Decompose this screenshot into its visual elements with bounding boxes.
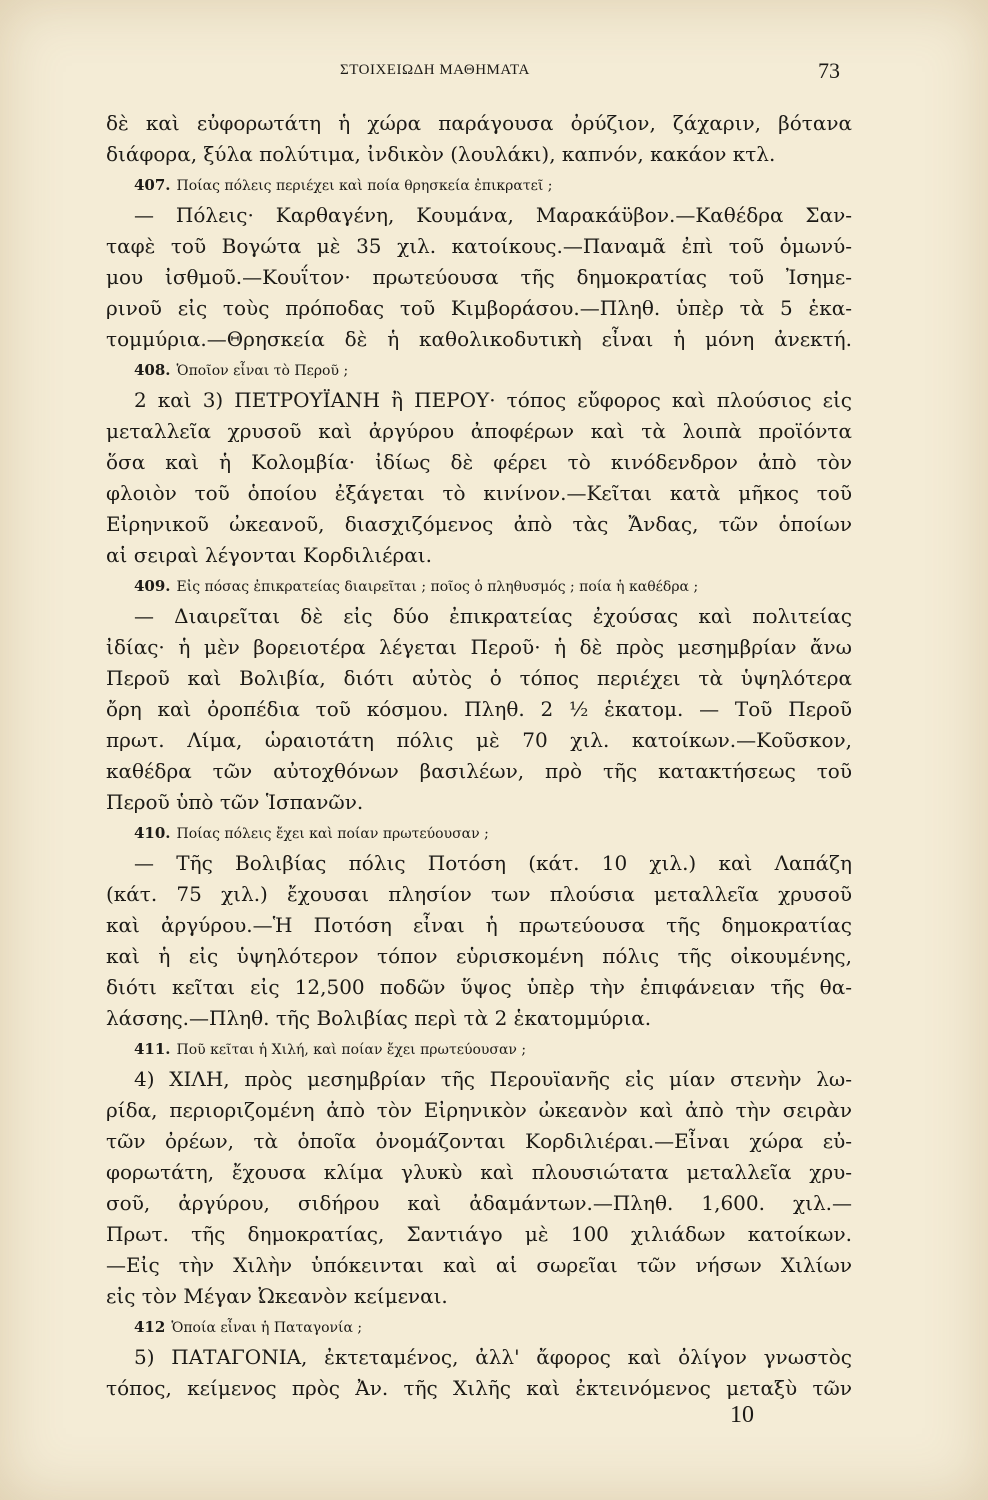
text-line: ὄρη καὶ ὀροπέδια τοῦ κόσμου. Πληθ. 2 ½ ἑκατομ. — Τοῦ Περοῦ [106, 697, 852, 721]
question-text: Ποίας πόλεις ἔχει καὶ ποίαν πρωτεύουσαν ; [176, 826, 489, 842]
text-line: (κάτ. 75 χιλ.) ἔχουσαι πλησίον των πλούσια μεταλλεῖα χρυσοῦ [106, 882, 852, 906]
text-line: εἰς τὸν Μέγαν Ὠκεανὸν κείμεναι. [106, 1284, 448, 1308]
text-line: Πρωτ. τῆς δημοκρατίας, Σαντιάγο μὲ 100 χιλιάδων κατοίκων. [106, 1222, 852, 1246]
text-line: καὶ ἀργύρου.—Ἡ Ποτόση εἶναι ἡ πρωτεύουσα τῆς δημοκρατίας [106, 913, 852, 937]
text-line: ὅσα καὶ ἡ Κολομβία· ἰδίως δὲ φέρει τὸ κινόδενδρον ἀπὸ τὸν [106, 450, 852, 474]
question-number: 408. [134, 361, 171, 379]
text-line: τῶν ὀρέων, τὰ ὁποῖα ὀνομάζονται Κορδιλιέραι.—Εἶναι χώρα εὐ- [106, 1129, 852, 1153]
question-text: Ὁποῖον εἶναι τὸ Περοῦ ; [176, 363, 349, 379]
text-line: λάσσης.—Πληθ. τῆς Βολιβίας περὶ τὰ 2 ἑκατομμύρια. [106, 1006, 652, 1030]
text-line: μεταλλεῖα χρυσοῦ καὶ ἀργύρου ἀποφέρων καὶ τὰ λοιπὰ προϊόντα [106, 419, 852, 443]
question-number: 412 [134, 1318, 166, 1336]
question-line [106, 355, 852, 385]
text-line: δὲ καὶ εὐφορωτάτη ἡ χώρα παράγουσα ὀρύζιον, ζάχαριν, βότανα [106, 111, 852, 135]
signature-mark: 10 [730, 1402, 754, 1428]
text-line: αἱ σειραὶ λέγονται Κορδιλιέραι. [106, 543, 432, 567]
question-line [106, 170, 852, 200]
question-number: 409. [134, 577, 171, 595]
text-line: καὶ ἡ εἰς ὑψηλότερον τόπον εὑρισκομένη πόλις τῆς οἰκουμένης, [106, 944, 852, 968]
text-line: ρινοῦ εἰς τοὺς πρόποδας τοῦ Κιμβοράσου.—Πληθ. ὑπὲρ τὰ 5 ἑκα- [106, 296, 852, 320]
text-line: —Εἰς τὴν Χιλὴν ὑπόκεινται καὶ αἱ σωρεῖαι τῶν νήσων Χιλίων [106, 1253, 852, 1277]
question-text: Εἰς πόσας ἐπικρατείας διαιρεῖται ; ποῖος ὁ πληθυσμός ; ποία ἡ καθέδρα ; [176, 579, 699, 595]
text-line: φορωτάτη, ἔχουσα κλίμα γλυκὺ καὶ πλουσιώτατα μεταλλεῖα χρυ- [106, 1160, 852, 1184]
text-line: 4) ΧΙΛΗ, πρὸς μεσημβρίαν τῆς Περουϊανῆς εἰς μίαν στενὴν λω- [134, 1067, 852, 1091]
question-number: 407. [134, 176, 171, 194]
running-title: ΣΤΟΙΧΕΙΩΔΗ ΜΑΘΗΜΑΤΑ [340, 62, 530, 78]
text-line: ἰδίας· ἡ μὲν βορειοτέρα λέγεται Περοῦ· ἡ δὲ πρὸς μεσημβρίαν ἄνω [106, 635, 852, 659]
text-line: καθέδρα τῶν αὐτοχθόνων βασιλέων, πρὸ τῆς κατακτήσεως τοῦ [106, 759, 852, 783]
text-line: ρίδα, περιοριζομένη ἀπὸ τὸν Εἰρηνικὸν ὠκεανὸν καὶ ἀπὸ τὴν σειρὰν [106, 1098, 852, 1122]
paragraph [106, 108, 852, 170]
text-line: φλοιὸν τοῦ ὁποίου ἐξάγεται τὸ κινίνον.—Κεῖται κατὰ μῆκος τοῦ [106, 481, 852, 505]
text-line: 2 καὶ 3) ΠΕΤΡΟΥΪΑΝΗ ἢ ΠΕΡΟΥ· τόπος εὔφορος καὶ πλούσιος εἰς [134, 388, 852, 412]
text-line: τομμύρια.—Θρησκεία δὲ ἡ καθολικοδυτικὴ εἶναι ἡ μόνη ἀνεκτή. [106, 327, 852, 351]
question-number: 411. [134, 1040, 171, 1058]
text-line: Εἰρηνικοῦ ὠκεανοῦ, διασχιζόμενος ἀπὸ τὰς Ἄνδας, τῶν ὁποίων [106, 512, 852, 536]
text-line: 5) ΠΑΤΑΓΟΝΙΑ, ἐκτεταμένος, ἀλλ' ἄφορος καὶ ὀλίγον γνωστὸς [134, 1345, 852, 1369]
question-line [106, 1312, 852, 1342]
text-line: Περοῦ ὑπὸ τῶν Ἱσπανῶν. [106, 790, 364, 814]
text-line: διάφορα, ξύλα πολύτιμα, ἰνδικὸν (λουλάκι), καπνόν, κακάον κτλ. [106, 142, 776, 166]
text-line: — Πόλεις· Καρθαγένη, Κουμάνα, Μαρακάϋβον.—Καθέδρα Σαν- [134, 203, 852, 227]
text-line: — Τῆς Βολιβίας πόλις Ποτόση (κάτ. 10 χιλ.) καὶ Λαπάζη [134, 851, 852, 875]
question-text: Ὁποία εἶναι ἡ Παταγονία ; [171, 1320, 363, 1336]
paragraph [106, 200, 852, 355]
page-number: 73 [818, 58, 840, 83]
question-text: Ποίας πόλεις περιέχει καὶ ποία θρησκεία ἐπικρατεῖ ; [176, 178, 553, 194]
paragraph [106, 601, 852, 818]
text-line: ταφὲ τοῦ Βογώτα μὲ 35 χιλ. κατοίκους.—Παναμᾶ ἐπὶ τοῦ ὁμωνύ- [106, 234, 852, 258]
question-line [106, 571, 852, 601]
text-line: — Διαιρεῖται δὲ εἰς δύο ἐπικρατείας ἐχούσας καὶ πολιτείας [134, 604, 852, 628]
paragraph [106, 1064, 852, 1312]
paragraph [106, 385, 852, 571]
text-line: Περοῦ καὶ Βολιβία, διότι αὐτὸς ὁ τόπος περιέχει τὰ ὑψηλότερα [106, 666, 852, 690]
text-line: σοῦ, ἀργύρου, σιδήρου καὶ ἀδαμάντων.—Πληθ. 1,600. χιλ.— [106, 1191, 852, 1215]
text-line: μου ἰσθμοῦ.—Κουΐτον· πρωτεύουσα τῆς δημοκρατίας τοῦ Ἰσημε- [106, 265, 852, 289]
question-text: Ποῦ κεῖται ἡ Χιλή, καὶ ποίαν ἔχει πρωτεύουσαν ; [176, 1042, 527, 1058]
question-line [106, 818, 852, 848]
question-number: 410. [134, 824, 171, 842]
paragraph [106, 848, 852, 1034]
text-line: τόπος, κείμενος πρὸς Ἀν. τῆς Χιλῆς καὶ ἐκτεινόμενος μεταξὺ τῶν [106, 1376, 852, 1400]
paragraph [106, 1342, 852, 1404]
page-header [0, 58, 988, 88]
body-text [106, 108, 852, 1404]
text-line: διότι κεῖται εἰς 12,500 ποδῶν ὕψος ὑπὲρ τὴν ἐπιφάνειαν τῆς θα- [106, 975, 852, 999]
question-line [106, 1034, 852, 1064]
text-line: πρωτ. Λίμα, ὡραιοτάτη πόλις μὲ 70 χιλ. κατοίκων.—Κοῦσκον, [106, 728, 852, 752]
